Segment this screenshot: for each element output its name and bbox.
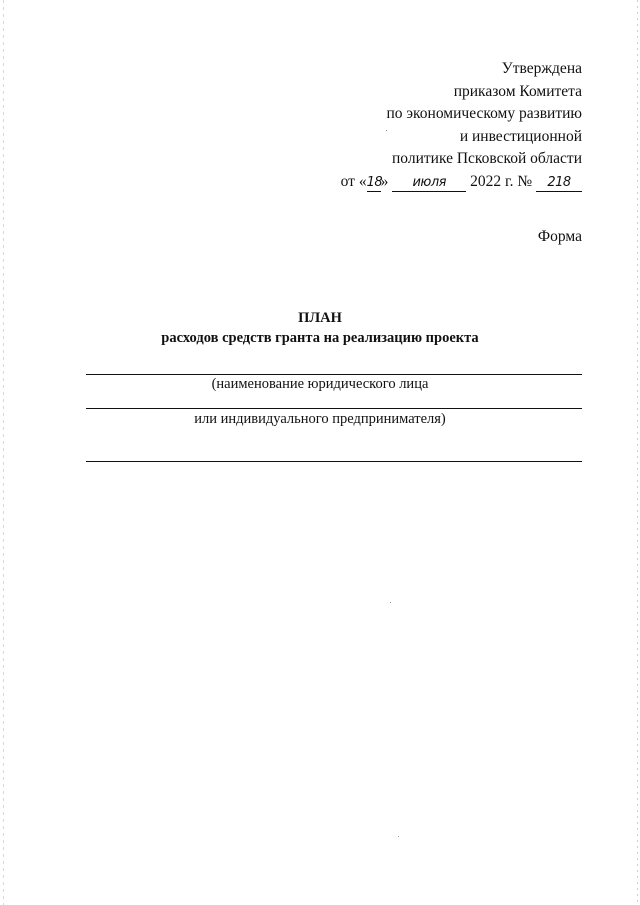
handwritten-day: 18: [366, 174, 383, 190]
fill-line-1: [86, 374, 582, 375]
handwritten-order-number: 218: [536, 174, 582, 192]
approval-line-3: по экономическому развитию: [386, 105, 582, 122]
form-label: Форма: [537, 228, 582, 245]
caption-line-2: или индивидуального предпринимателя): [194, 411, 446, 427]
scan-speck: [398, 836, 399, 837]
approval-line-5: политике Псковской области: [392, 150, 582, 167]
handwritten-month: июля: [392, 174, 466, 192]
approval-line-4: и инвестиционной: [459, 127, 582, 145]
caption-line-1: (наименование юридического лица: [211, 376, 429, 392]
approval-line-2: приказом Комитета: [453, 82, 582, 100]
fill-line-3: [86, 461, 582, 462]
scan-edge-right: [637, 0, 638, 905]
title-subheading: расходов средств гранта на реализацию проекта: [161, 330, 479, 346]
approval-date-line: [341, 171, 582, 194]
fill-line-2: [86, 408, 582, 409]
approval-block: [341, 58, 582, 193]
date-year-suffix: 2022 г. №: [470, 172, 533, 190]
scan-edge-left: [3, 0, 4, 905]
date-mid: »: [380, 172, 389, 190]
approval-line-1: Утверждена: [501, 60, 582, 77]
scan-speck: [386, 130, 387, 131]
date-prefix: от «: [340, 172, 367, 190]
title-heading: ПЛАН: [298, 310, 342, 326]
scan-speck: [390, 602, 391, 603]
document-title: [0, 308, 640, 348]
